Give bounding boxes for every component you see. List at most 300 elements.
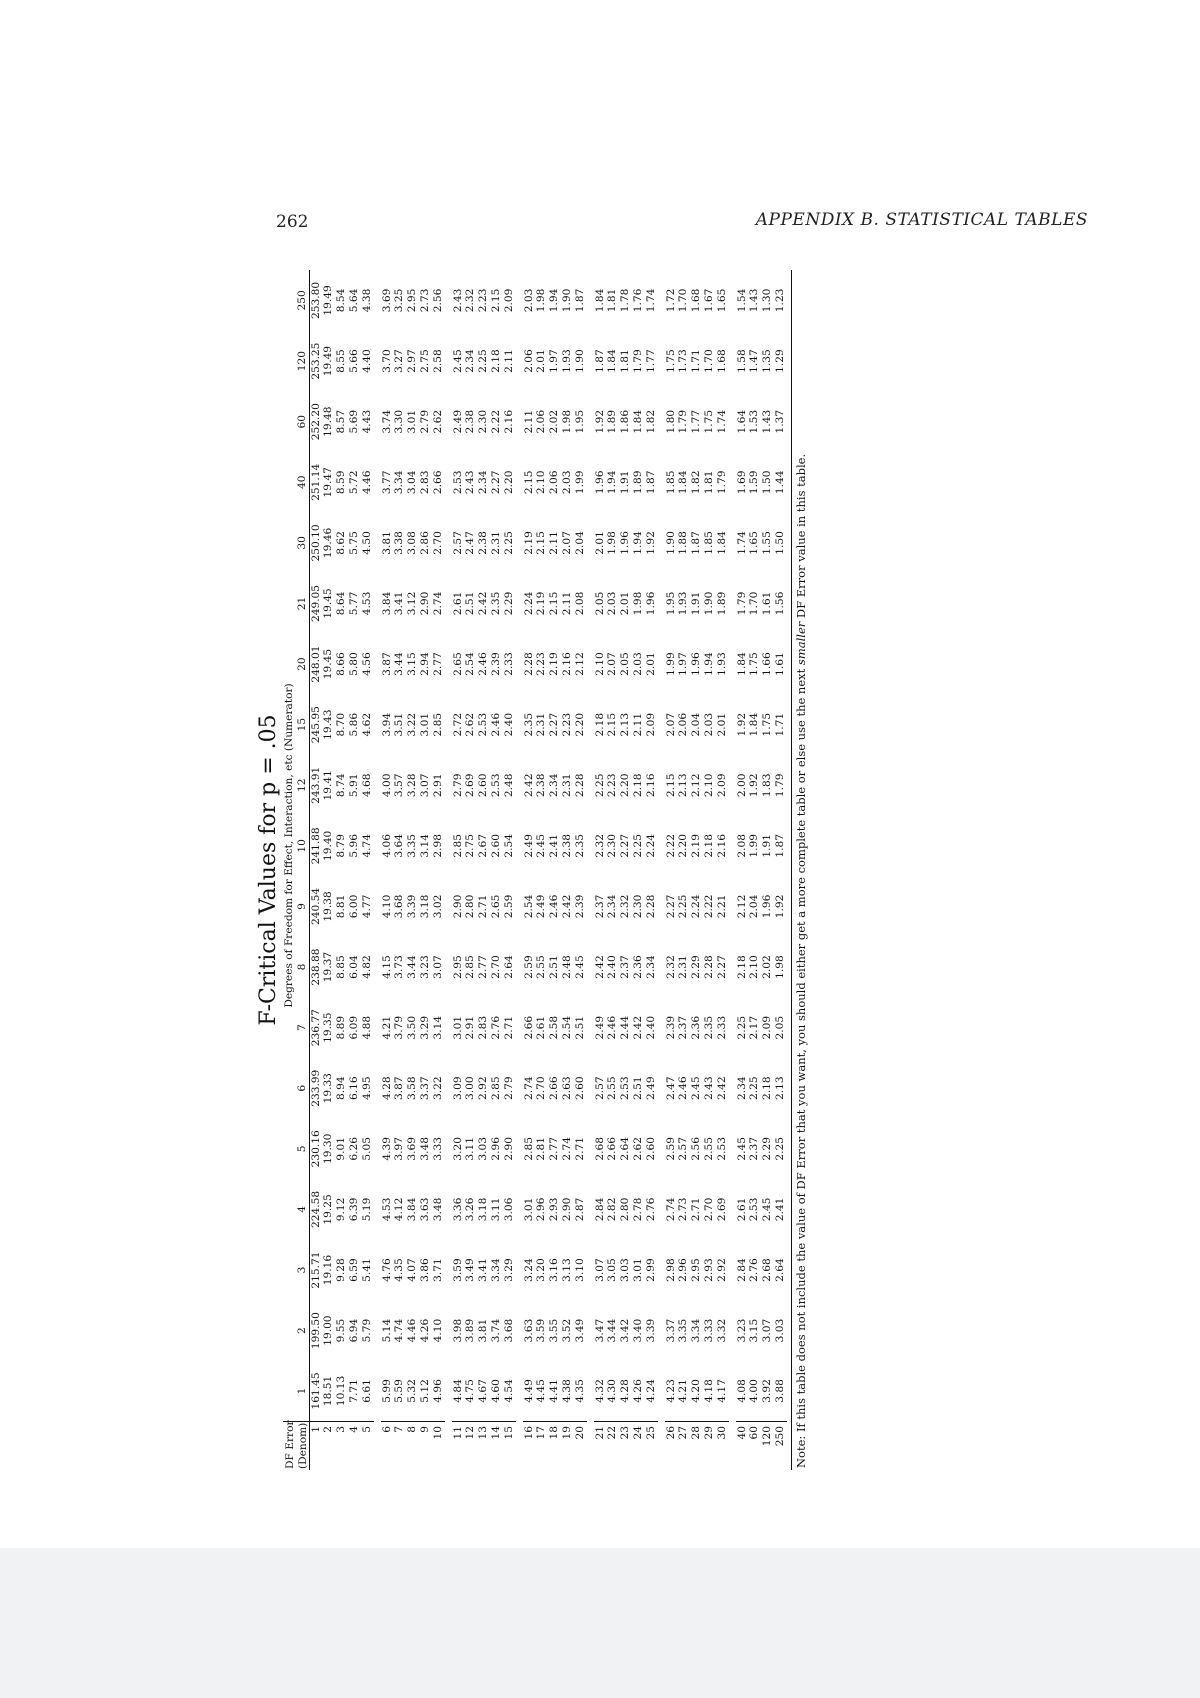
f-value-cell: 3.15: [748, 1318, 761, 1343]
f-value-cell: 4.77: [360, 894, 373, 919]
denominator-df-cell: 20: [574, 1422, 587, 1471]
f-value-cell: 2.62: [431, 409, 444, 434]
group-spacer-cell: [587, 270, 594, 1470]
group-spacer-cell: [729, 270, 736, 1470]
f-value-cell: 2.03: [560, 470, 573, 495]
f-value-cell: 2.07: [560, 531, 573, 555]
f-value-cell: 4.53: [360, 591, 373, 616]
f-value-cell: 2.57: [451, 531, 464, 555]
f-value-cell: 2.45: [761, 1197, 774, 1222]
f-value-cell: 1.95: [664, 591, 677, 616]
table-row: [574, 270, 587, 1470]
f-value-cell: 2.23: [477, 288, 490, 313]
f-value-cell: 3.50: [406, 1015, 419, 1040]
f-value-cell: 2.75: [418, 349, 431, 373]
denominator-df-cell: 11: [452, 1422, 465, 1471]
f-value-cell: 2.46: [677, 1076, 690, 1101]
f-value-cell: 2.82: [606, 1197, 619, 1222]
f-value-cell: 2.71: [573, 1137, 586, 1161]
f-value-cell: 3.69: [406, 1137, 419, 1161]
rotated-table-region: [250, 270, 1110, 1470]
f-value-cell: 3.16: [548, 1258, 561, 1282]
f-value-cell: 3.32: [715, 1318, 728, 1343]
f-value-cell: 2.42: [593, 955, 606, 979]
f-value-cell: 2.16: [644, 773, 657, 798]
f-value-cell: 1.94: [702, 652, 715, 676]
f-value-cell: 19.38: [322, 891, 335, 922]
f-value-cell: 5.19: [360, 1197, 373, 1222]
f-value-cell: 1.71: [773, 712, 786, 737]
f-value-cell: 4.26: [631, 1379, 644, 1403]
f-value-cell: 8.81: [335, 894, 348, 919]
f-value-cell: 3.48: [431, 1197, 444, 1222]
f-value-cell: 2.42: [715, 1076, 728, 1101]
f-value-cell: 2.85: [464, 955, 477, 979]
denominator-df-cell: 5: [361, 1422, 374, 1471]
f-value-cell: 3.88: [773, 1379, 786, 1403]
f-value-cell: 2.23: [606, 773, 619, 798]
f-value-cell: 4.21: [677, 1379, 690, 1403]
f-value-cell: 3.05: [606, 1258, 619, 1282]
f-value-cell: 2.12: [735, 894, 748, 919]
f-value-cell: 3.23: [735, 1318, 748, 1343]
f-value-cell: 2.25: [748, 1076, 761, 1101]
f-value-cell: 1.99: [748, 834, 761, 858]
f-value-cell: 2.87: [573, 1197, 586, 1222]
f-value-cell: 2.60: [477, 773, 490, 798]
f-value-cell: 2.95: [406, 288, 419, 313]
f-value-cell: 2.93: [548, 1197, 561, 1222]
group-spacer: [516, 270, 523, 1470]
f-value-cell: 2.19: [690, 834, 703, 858]
f-value-cell: 19.25: [322, 1194, 335, 1225]
denominator-df-cell: 13: [477, 1422, 490, 1471]
numerator-df-header: 8: [296, 937, 309, 998]
f-value-cell: 6.61: [360, 1379, 373, 1403]
f-value-cell: 1.96: [593, 470, 606, 495]
f-value-cell: 4.46: [406, 1318, 419, 1343]
group-spacer: [587, 270, 594, 1470]
f-value-cell: 1.90: [664, 531, 677, 555]
f-value-cell: 3.14: [418, 834, 431, 858]
f-value-cell: 5.80: [347, 652, 360, 676]
f-value-cell: 1.54: [735, 288, 748, 313]
f-value-cell: 2.49: [522, 834, 535, 858]
f-value-cell: 4.41: [548, 1379, 561, 1403]
f-value-cell: 2.57: [593, 1076, 606, 1101]
f-value-cell: 4.30: [606, 1379, 619, 1403]
f-value-cell: 3.86: [418, 1258, 431, 1282]
numerator-df-header: 2: [296, 1300, 309, 1361]
f-value-cell: 2.71: [502, 1015, 515, 1040]
f-value-cell: 5.96: [347, 834, 360, 858]
f-value-cell: 1.96: [619, 531, 632, 555]
f-value-cell: 3.48: [418, 1137, 431, 1161]
f-value-cell: 3.29: [502, 1258, 515, 1282]
f-value-cell: 2.27: [715, 955, 728, 979]
f-value-cell: 2.53: [748, 1197, 761, 1222]
f-value-cell: 2.29: [502, 591, 515, 616]
f-value-cell: 2.85: [431, 712, 444, 737]
numerator-df-header: 6: [296, 1058, 309, 1119]
denominator-df-cell: 18: [548, 1422, 561, 1471]
f-value-cell: 2.28: [644, 894, 657, 919]
f-value-cell: 2.31: [489, 531, 502, 555]
numerator-df-header: 60: [296, 391, 309, 452]
f-value-cell: 19.37: [322, 951, 335, 983]
f-value-cell: 2.30: [606, 834, 619, 858]
f-value-cell: 3.34: [690, 1318, 703, 1343]
f-value-cell: 3.07: [418, 773, 431, 798]
f-value-cell: 4.17: [715, 1379, 728, 1403]
f-value-cell: 1.69: [735, 470, 748, 495]
f-value-cell: 2.54: [464, 652, 477, 676]
f-value-cell: 2.92: [477, 1076, 490, 1101]
f-value-cell: 4.76: [380, 1258, 393, 1282]
table-body: [309, 270, 787, 1470]
f-value-cell: 2.38: [560, 834, 573, 858]
numerator-df-header: 20: [296, 634, 309, 695]
f-value-cell: 2.18: [702, 834, 715, 858]
f-value-cell: 2.47: [464, 531, 477, 555]
f-value-cell: 2.95: [690, 1258, 703, 1282]
f-value-cell: 1.68: [690, 288, 703, 313]
f-value-cell: 2.62: [464, 712, 477, 737]
f-value-cell: 2.81: [535, 1137, 548, 1161]
f-value-cell: 2.86: [418, 531, 431, 555]
f-value-cell: 1.43: [761, 409, 774, 434]
f-value-cell: 5.32: [406, 1379, 419, 1403]
f-value-cell: 1.94: [631, 531, 644, 555]
f-value-cell: 2.25: [677, 894, 690, 919]
f-value-cell: 2.69: [715, 1197, 728, 1222]
f-value-cell: 1.81: [702, 470, 715, 495]
f-value-cell: 2.96: [535, 1197, 548, 1222]
f-value-cell: 3.01: [406, 409, 419, 434]
f-value-cell: 2.74: [431, 591, 444, 616]
f-value-cell: 2.61: [735, 1197, 748, 1222]
f-value-cell: 3.36: [451, 1197, 464, 1222]
f-value-cell: 6.09: [347, 1015, 360, 1040]
f-value-cell: 2.42: [560, 894, 573, 919]
f-value-cell: 2.91: [431, 773, 444, 798]
f-value-cell: 2.54: [560, 1015, 573, 1040]
f-value-cell: 19.30: [322, 1133, 335, 1164]
table-row: [736, 270, 749, 1470]
denominator-df-cell: 14: [490, 1422, 503, 1471]
f-value-cell: 4.49: [522, 1379, 535, 1403]
f-value-cell: 3.18: [477, 1197, 490, 1222]
f-value-cell: 4.54: [502, 1379, 515, 1403]
f-value-cell: 1.84: [606, 349, 619, 373]
f-value-cell: 2.03: [631, 652, 644, 676]
f-value-cell: 6.94: [347, 1318, 360, 1343]
f-value-cell: 2.24: [690, 894, 703, 919]
denominator-df-cell: 23: [619, 1422, 632, 1471]
numerator-caption: Degrees of Freedom for Effect, Interaction, etc (Numerator): [283, 683, 295, 1008]
denominator-df-cell: 27: [677, 1422, 690, 1471]
f-value-cell: 1.99: [573, 470, 586, 495]
f-value-cell: 1.77: [690, 409, 703, 434]
f-value-cell: 2.51: [464, 591, 477, 616]
f-value-cell: 2.56: [431, 288, 444, 313]
f-value-cell: 2.77: [548, 1137, 561, 1161]
f-value-cell: 3.34: [489, 1258, 502, 1282]
f-value-cell: 4.96: [431, 1379, 444, 1403]
table-row: [490, 270, 503, 1470]
f-value-cell: 2.09: [715, 773, 728, 798]
f-value-cell: 2.73: [677, 1197, 690, 1222]
f-value-cell: 4.68: [360, 773, 373, 798]
f-value-cell: 1.91: [690, 591, 703, 616]
f-value-cell: 5.91: [347, 773, 360, 798]
f-value-cell: 1.53: [748, 409, 761, 434]
f-value-cell: 3.01: [451, 1015, 464, 1040]
f-value-cell: 2.24: [644, 834, 657, 858]
table-row: [348, 270, 361, 1470]
f-value-cell: 1.79: [773, 773, 786, 798]
numerator-df-header: 250: [296, 270, 309, 331]
table-row: [748, 270, 761, 1470]
numerator-df-header: 40: [296, 452, 309, 513]
f-value-cell: 2.59: [664, 1137, 677, 1161]
f-value-cell: 1.65: [715, 288, 728, 313]
f-value-cell: 2.59: [502, 894, 515, 919]
f-value-cell: 1.87: [644, 470, 657, 495]
numerator-df-row: [296, 270, 309, 1470]
f-value-cell: 2.79: [451, 773, 464, 798]
f-value-cell: 6.39: [347, 1197, 360, 1222]
f-value-cell: 1.73: [677, 349, 690, 373]
f-value-cell: 1.74: [715, 409, 728, 434]
f-value-cell: 2.90: [418, 591, 431, 616]
f-value-cell: 1.35: [761, 349, 774, 373]
f-value-cell: 3.97: [393, 1137, 406, 1161]
f-value-cell: 2.04: [748, 894, 761, 919]
f-value-cell: 3.63: [418, 1197, 431, 1222]
f-value-cell: 2.34: [735, 1076, 748, 1101]
numerator-df-header: 3: [296, 1240, 309, 1301]
f-value-cell: 1.61: [761, 591, 774, 616]
f-value-cell: 2.55: [606, 1076, 619, 1101]
f-value-cell: 1.98: [560, 409, 573, 434]
denominator-df-cell: 15: [503, 1422, 516, 1471]
table-row: [477, 270, 490, 1470]
denominator-df-cell: 26: [665, 1422, 678, 1471]
f-value-cell: 4.67: [477, 1379, 490, 1403]
f-value-cell: 1.50: [761, 470, 774, 495]
f-value-cell: 2.36: [690, 1015, 703, 1040]
f-value-cell: 19.46: [322, 527, 335, 559]
f-value-cell: 4.74: [393, 1318, 406, 1343]
f-value-cell: 2.27: [548, 712, 561, 737]
f-value-cell: 3.41: [393, 591, 406, 616]
f-value-cell: 4.07: [406, 1258, 419, 1282]
table-row: [419, 270, 432, 1470]
f-value-cell: 2.15: [664, 773, 677, 798]
f-value-cell: 3.26: [464, 1197, 477, 1222]
f-value-cell: 3.81: [380, 531, 393, 555]
f-value-cell: 2.64: [502, 955, 515, 979]
table-row: [619, 270, 632, 1470]
f-value-cell: 2.32: [593, 834, 606, 858]
f-value-cell: 2.32: [464, 288, 477, 313]
f-value-cell: 4.46: [360, 470, 373, 495]
f-value-cell: 4.75: [464, 1379, 477, 1403]
f-value-cell: 238.88: [309, 948, 322, 986]
f-value-cell: 1.90: [573, 349, 586, 373]
f-value-cell: 2.64: [619, 1137, 632, 1161]
f-value-cell: 215.71: [309, 1251, 322, 1289]
f-value-cell: 2.15: [548, 591, 561, 616]
f-value-cell: 3.24: [522, 1258, 535, 1282]
f-value-cell: 1.90: [560, 288, 573, 313]
f-value-cell: 4.20: [690, 1379, 703, 1403]
f-value-cell: 1.91: [761, 834, 774, 858]
f-value-cell: 3.13: [560, 1258, 573, 1282]
denominator-df-cell: 24: [632, 1422, 645, 1471]
f-value-cell: 4.10: [380, 894, 393, 919]
f-value-cell: 3.11: [489, 1197, 502, 1222]
f-value-cell: 3.47: [593, 1318, 606, 1343]
scan-edge-shade: [0, 1548, 1200, 1698]
f-value-cell: 3.49: [464, 1258, 477, 1282]
f-value-cell: 3.02: [431, 894, 444, 919]
f-value-cell: 1.92: [735, 712, 748, 737]
f-value-cell: 5.59: [393, 1379, 406, 1403]
f-value-cell: 3.42: [619, 1318, 632, 1343]
f-value-cell: 2.85: [451, 834, 464, 858]
denominator-df-cell: 25: [645, 1422, 658, 1471]
f-value-cell: 1.59: [748, 470, 761, 495]
f-value-cell: 2.42: [522, 773, 535, 798]
f-value-cell: 1.84: [748, 712, 761, 737]
f-value-cell: 4.74: [360, 834, 373, 858]
f-value-cell: 3.07: [761, 1318, 774, 1343]
f-value-cell: 2.32: [619, 894, 632, 919]
f-value-cell: 5.64: [347, 288, 360, 313]
denominator-df-cell: 28: [690, 1422, 703, 1471]
f-value-cell: 241.88: [309, 827, 322, 865]
f-value-cell: 2.13: [773, 1076, 786, 1101]
f-value-cell: 2.53: [489, 773, 502, 798]
table-row: [665, 270, 678, 1470]
f-value-cell: 251.14: [309, 463, 322, 501]
f-value-cell: 2.43: [702, 1076, 715, 1101]
group-spacer-cell: [445, 270, 452, 1470]
f-value-cell: 8.74: [335, 773, 348, 798]
f-value-cell: 5.77: [347, 591, 360, 616]
f-value-cell: 4.88: [360, 1015, 373, 1040]
f-value-cell: 2.25: [477, 349, 490, 373]
f-value-cell: 2.13: [619, 712, 632, 737]
f-value-cell: 1.95: [573, 409, 586, 434]
f-value-cell: 3.30: [393, 409, 406, 434]
denominator-caption-bottom: (Denom): [296, 1422, 309, 1469]
f-value-cell: 2.79: [418, 409, 431, 434]
f-value-cell: 3.69: [380, 288, 393, 313]
f-value-cell: 8.66: [335, 652, 348, 676]
f-value-cell: 2.17: [748, 1015, 761, 1040]
f-value-cell: 2.77: [477, 955, 490, 979]
f-value-cell: 2.68: [593, 1137, 606, 1161]
f-value-cell: 2.19: [522, 531, 535, 555]
f-value-cell: 2.46: [477, 652, 490, 676]
f-value-cell: 9.01: [335, 1137, 348, 1161]
f-value-cell: 2.48: [560, 955, 573, 979]
f-value-cell: 2.70: [702, 1197, 715, 1222]
f-value-cell: 1.47: [748, 349, 761, 373]
f-value-cell: 1.23: [773, 288, 786, 313]
f-value-cell: 1.98: [773, 955, 786, 979]
f-value-cell: 1.96: [761, 894, 774, 919]
f-value-cell: 5.72: [347, 470, 360, 495]
f-value-cell: 3.01: [418, 712, 431, 737]
f-value-cell: 8.64: [335, 591, 348, 616]
f-value-cell: 1.72: [664, 288, 677, 313]
f-value-cell: 2.46: [606, 1015, 619, 1040]
f-value-cell: 2.28: [573, 773, 586, 798]
f-value-cell: 2.29: [690, 955, 703, 979]
f-value-cell: 1.79: [631, 349, 644, 373]
f-value-cell: 4.38: [360, 288, 373, 313]
f-value-cell: 2.06: [522, 349, 535, 373]
f-value-cell: 2.84: [593, 1197, 606, 1222]
numerator-df-header: 7: [296, 997, 309, 1058]
f-value-cell: 3.73: [393, 955, 406, 979]
f-value-cell: 1.82: [644, 409, 657, 434]
f-value-cell: 1.94: [548, 288, 561, 313]
denominator-df-cell: 40: [736, 1422, 749, 1471]
f-value-cell: 248.01: [309, 645, 322, 683]
table-title: F-Critical Values for p = .05: [256, 714, 281, 1026]
f-value-cell: 2.05: [593, 591, 606, 616]
numerator-df-header: 9: [296, 876, 309, 937]
f-value-cell: 19.45: [322, 648, 335, 680]
f-value-cell: 2.01: [715, 712, 728, 737]
f-value-cell: 2.28: [522, 652, 535, 676]
f-value-cell: 1.50: [773, 531, 786, 555]
denominator-df-cell: 7: [393, 1422, 406, 1471]
f-value-cell: 3.34: [393, 470, 406, 495]
f-value-cell: 19.33: [322, 1073, 335, 1104]
f-value-cell: 1.87: [593, 349, 606, 373]
f-value-cell: 2.35: [573, 834, 586, 858]
f-value-cell: 1.55: [761, 531, 774, 555]
f-value-cell: 2.49: [593, 1015, 606, 1040]
f-value-cell: 2.20: [677, 834, 690, 858]
f-value-cell: 2.16: [715, 834, 728, 858]
f-value-cell: 19.48: [322, 406, 335, 437]
f-value-cell: 1.94: [606, 470, 619, 495]
f-value-cell: 2.51: [548, 955, 561, 979]
f-value-cell: 3.74: [489, 1318, 502, 1343]
f-value-cell: 4.62: [360, 712, 373, 737]
table-row: [548, 270, 561, 1470]
denominator-df-cell: 17: [535, 1422, 548, 1471]
f-value-cell: 2.43: [464, 470, 477, 495]
f-value-cell: 2.11: [560, 591, 573, 616]
f-value-cell: 161.45: [309, 1372, 322, 1410]
table-row: [452, 270, 465, 1470]
f-value-cell: 2.36: [631, 955, 644, 979]
f-value-cell: 10.13: [335, 1375, 348, 1407]
f-value-cell: 1.77: [644, 349, 657, 373]
f-value-cell: 1.76: [631, 288, 644, 313]
f-value-cell: 19.49: [322, 285, 335, 316]
f-value-cell: 2.64: [773, 1258, 786, 1282]
f-value-cell: 2.51: [631, 1076, 644, 1101]
